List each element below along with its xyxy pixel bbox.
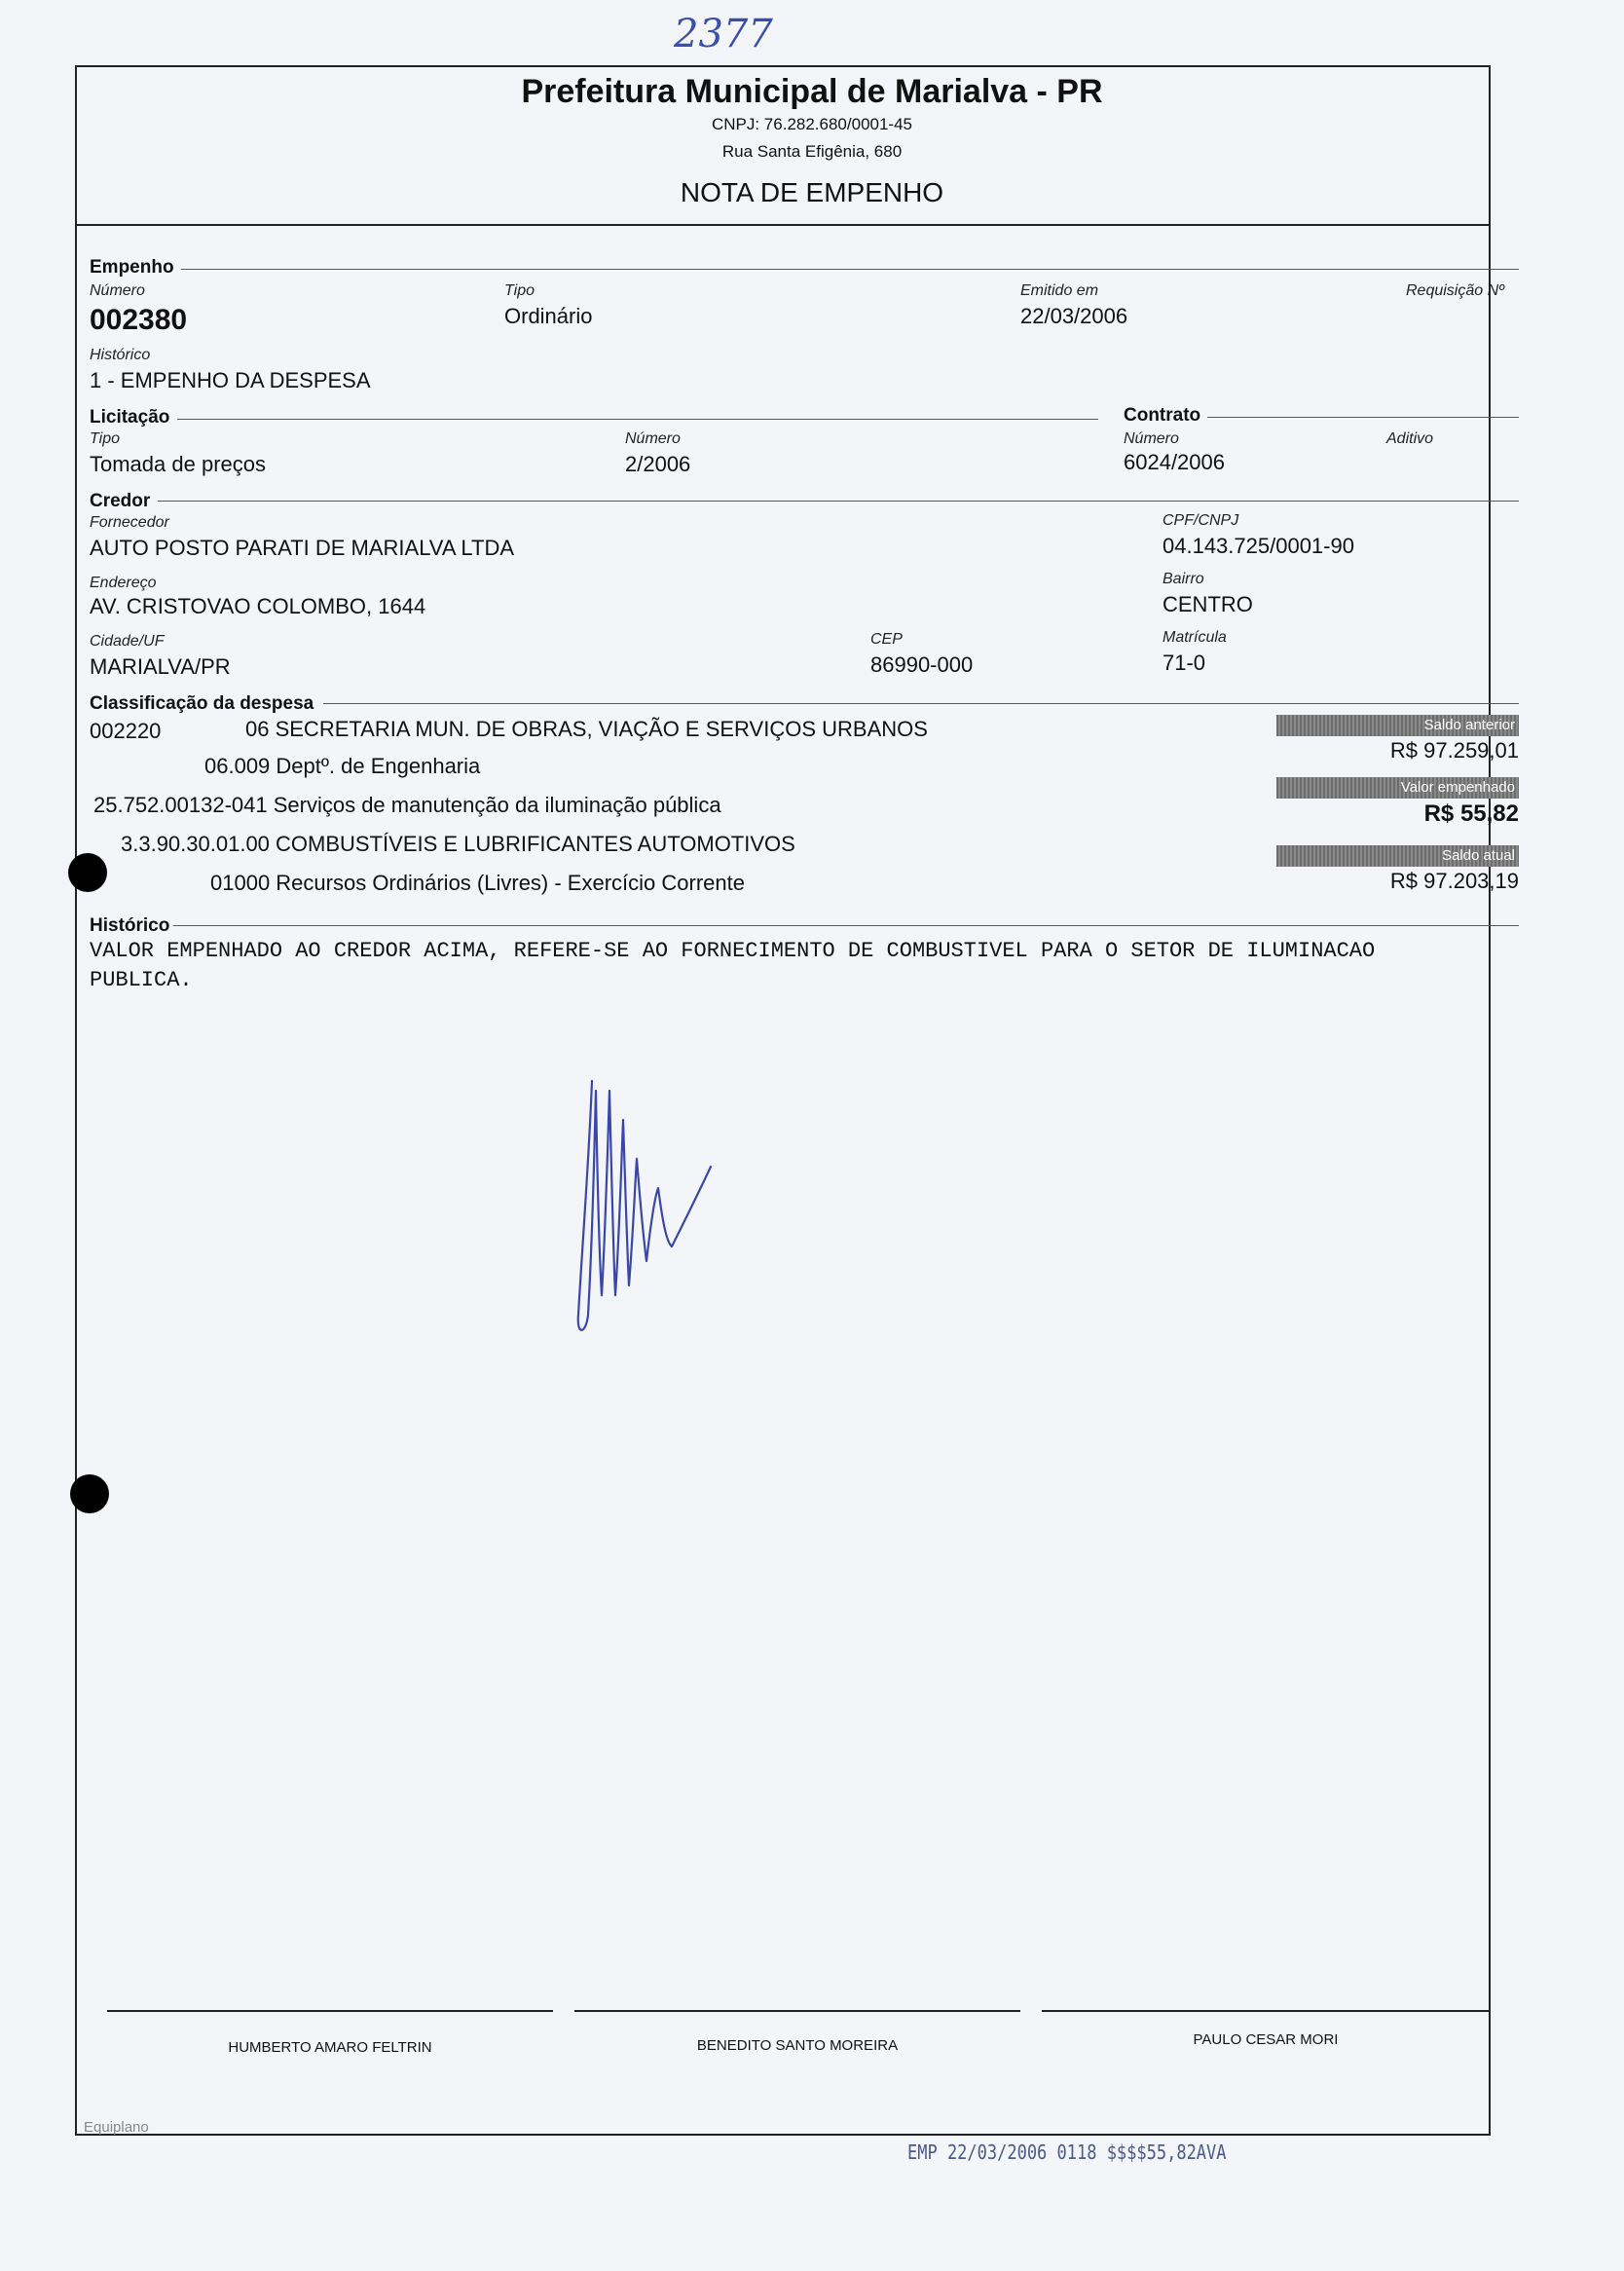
saldo-atual-label: Saldo atual <box>1276 845 1519 867</box>
valor-empenhado-label: Valor empenhado <box>1276 777 1519 799</box>
licitacao-tipo: Tomada de preços <box>90 452 266 476</box>
classificacao-line2: 06.009 Deptº. de Engenharia <box>204 754 481 778</box>
section-credor: Credor <box>90 491 151 511</box>
credor-bairro-label: Bairro <box>1163 571 1204 587</box>
licitacao-tipo-label: Tipo <box>90 430 120 447</box>
signature-name-3: PAULO CESAR MORI <box>1193 2031 1339 2048</box>
hole-punch-bottom <box>70 1474 109 1513</box>
org-address: Rua Santa Efigênia, 680 <box>721 142 903 161</box>
empenho-numero-label: Número <box>90 282 145 299</box>
saldo-atual-value: R$ 97.203,19 <box>1389 869 1519 893</box>
licitacao-rule <box>177 419 1098 420</box>
doc-title: NOTA DE EMPENHO <box>680 177 944 207</box>
saldo-anterior-label: Saldo anterior <box>1276 715 1519 736</box>
credor-matricula-label: Matrícula <box>1163 629 1227 646</box>
contrato-numero-label: Número <box>1124 430 1179 447</box>
licitacao-numero: 2/2006 <box>625 452 691 476</box>
credor-cep: 86990-000 <box>870 652 974 677</box>
handwritten-signature <box>565 1052 779 1344</box>
empenho-rule <box>181 269 1519 270</box>
org-cnpj: CNPJ: 76.282.680/0001-45 <box>711 115 913 133</box>
historico-line1: VALOR EMPENHADO AO CREDOR ACIMA, REFERE-SE AO FORNECIMENTO DE COMBUSTIVEL PARA O SETOR DE ILUMINACAO <box>90 939 1376 963</box>
credor-cpf: 04.143.725/0001-90 <box>1163 534 1354 558</box>
credor-bairro: CENTRO <box>1163 592 1253 616</box>
classificacao-line4: 3.3.90.30.01.00 COMBUSTÍVEIS E LUBRIFICANTES AUTOMOTIVOS <box>121 832 795 856</box>
empenho-numero: 002380 <box>90 304 188 336</box>
section-empenho: Empenho <box>90 257 174 278</box>
credor-matricula: 71-0 <box>1163 651 1206 675</box>
mechanical-stamp: EMP 22/03/2006 0118 $$$$55,82AVA <box>907 2141 1227 2164</box>
section-licitacao: Licitação <box>90 407 170 428</box>
header-divider <box>75 224 1491 226</box>
credor-fornecedor: AUTO POSTO PARATI DE MARIALVA LTDA <box>90 536 515 560</box>
empenho-tipo-label: Tipo <box>504 282 535 299</box>
section-historico: Histórico <box>90 915 170 936</box>
section-classificacao: Classificação da despesa <box>90 693 314 714</box>
signature-line-1 <box>107 2010 553 2012</box>
classificacao-line5: 01000 Recursos Ordinários (Livres) - Exercício Corrente <box>210 871 745 895</box>
historico-line2: PUBLICA. <box>90 968 193 992</box>
credor-endereco: AV. CRISTOVAO COLOMBO, 1644 <box>90 594 426 618</box>
empenho-historico: 1 - EMPENHO DA DESPESA <box>90 368 371 392</box>
credor-fornecedor-label: Fornecedor <box>90 514 169 531</box>
signature-line-2 <box>574 2010 1020 2012</box>
handwritten-page-number: 2377 <box>674 12 773 56</box>
credor-endereco-label: Endereço <box>90 575 157 591</box>
credor-cep-label: CEP <box>870 631 903 648</box>
section-contrato: Contrato <box>1124 405 1201 426</box>
empenho-tipo: Ordinário <box>504 304 593 328</box>
classificacao-line1: 06 SECRETARIA MUN. DE OBRAS, VIAÇÃO E SERVIÇOS URBANOS <box>245 717 928 741</box>
signature-name-2: BENEDITO SANTO MOREIRA <box>696 2037 899 2054</box>
credor-cidade: MARIALVA/PR <box>90 654 231 679</box>
contrato-numero: 6024/2006 <box>1124 450 1225 474</box>
licitacao-numero-label: Número <box>625 430 681 447</box>
historico-rule <box>173 925 1519 926</box>
signature-name-1: HUMBERTO AMARO FELTRIN <box>228 2039 432 2056</box>
empenho-requisicao-label: Requisição Nº <box>1406 282 1504 299</box>
credor-rule <box>158 501 1519 502</box>
classificacao-code: 002220 <box>90 719 162 743</box>
empenho-emitido: 22/03/2006 <box>1020 304 1128 328</box>
classificacao-line3: 25.752.00132-041 Serviços de manutenção da iluminação pública <box>93 793 721 817</box>
org-title: Prefeitura Municipal de Marialva - PR <box>521 73 1103 110</box>
classificacao-rule <box>323 703 1519 704</box>
empenho-emitido-label: Emitido em <box>1020 282 1099 299</box>
hole-punch-top <box>68 853 107 892</box>
contrato-aditivo-label: Aditivo <box>1386 430 1434 447</box>
credor-cidade-label: Cidade/UF <box>90 633 165 650</box>
contrato-rule <box>1207 417 1519 418</box>
saldo-anterior-value: R$ 97.259,01 <box>1389 738 1519 763</box>
signature-line-3 <box>1042 2010 1490 2012</box>
credor-cpf-label: CPF/CNPJ <box>1163 512 1239 529</box>
software-label: Equiplano <box>84 2119 149 2136</box>
valor-empenhado-value: R$ 55,82 <box>1423 800 1519 827</box>
empenho-historico-label: Histórico <box>90 347 151 363</box>
